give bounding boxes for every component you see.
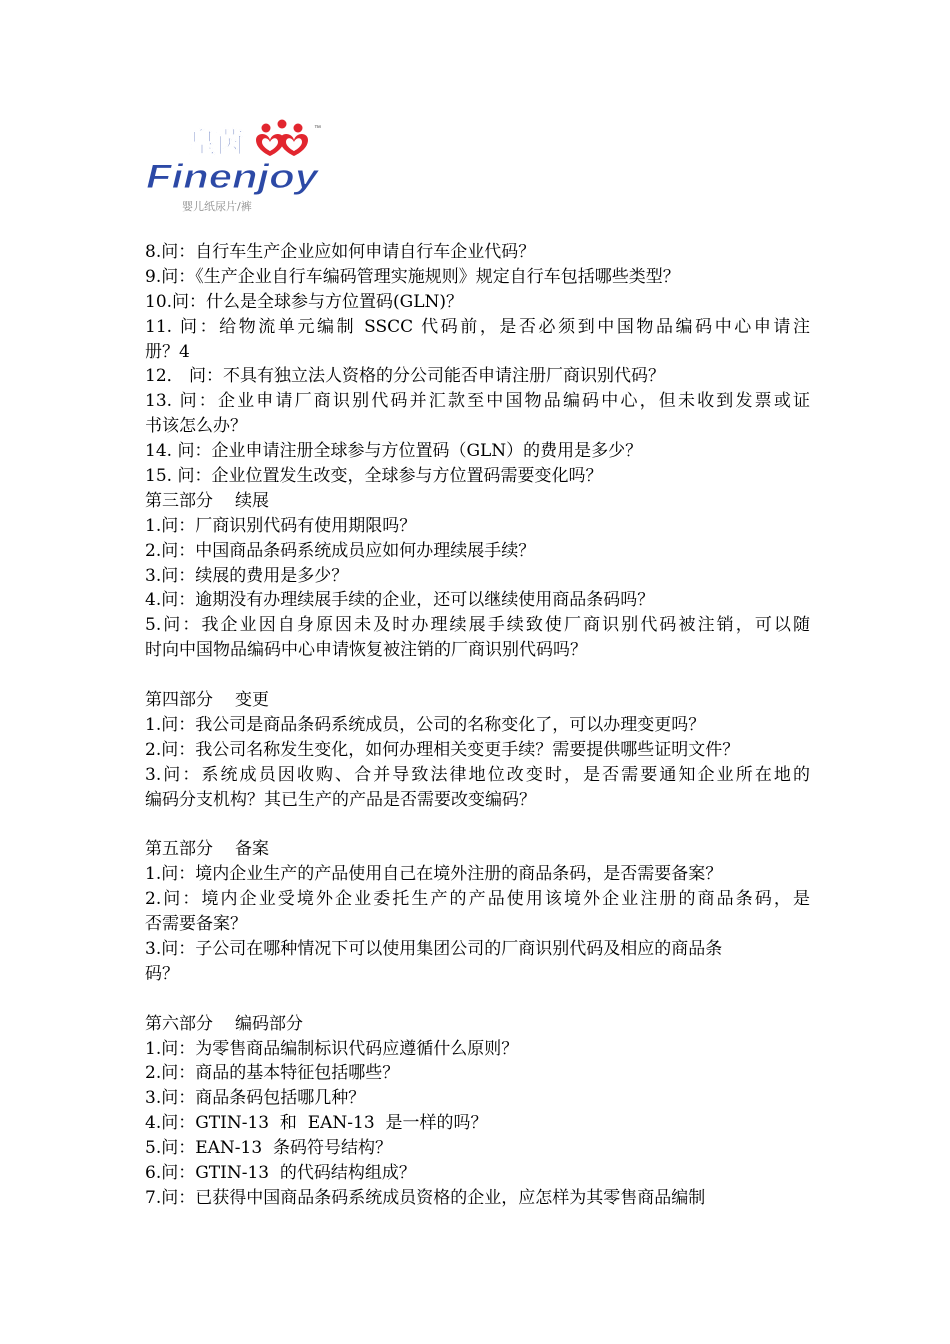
blank-line xyxy=(145,987,810,1012)
question-line: 1.问：我公司是商品条码系统成员，公司的名称变化了，可以办理变更吗？ xyxy=(145,714,706,735)
question-line: 7.问：已获得中国商品条码系统成员资格的企业，应怎样为其零售商品编制 xyxy=(145,1187,706,1208)
section-heading-coding xyxy=(145,1012,810,1037)
question-line: 3.问：续展的费用是多少？ xyxy=(145,565,349,586)
trademark-symbol: ™ xyxy=(314,125,321,132)
question-line: 12． 问：不具有独立法人资格的分公司能否申请注册厂商识别代码？ xyxy=(145,366,666,387)
section-part-label: 第六部分 xyxy=(145,1013,213,1034)
question-line: 11. 问：给物流单元编制 SSCC 代码前，是否必须到中国物品编码中心申请注 xyxy=(145,316,810,337)
finenjoy-logo-graphic xyxy=(144,118,330,214)
question-line: 13. 问：企业申请厂商识别代码并汇款至中国物品编码中心，但未收到发票或证 xyxy=(145,391,810,412)
question-line: 2.问：境内企业受境外企业委托生产的产品使用该境外企业注册的商品条码，是 xyxy=(145,889,810,910)
section-heading-renewal xyxy=(145,489,810,514)
crown-hearts-icon xyxy=(256,120,308,157)
question-line: 1.问：为零售商品编制标识代码应遵循什么原则？ xyxy=(145,1038,519,1059)
question-line: 2.问：我公司名称发生变化，如何办理相关变更手续？需要提供哪些证明文件？ xyxy=(145,739,740,760)
question-line: 8.问：自行车生产企业应如何申请自行车企业代码？ xyxy=(145,242,536,262)
question-line: 4.问：GTIN-13 和 EAN-13 是一样的吗？ xyxy=(145,1113,488,1134)
logo-brand-name: Finenjoy xyxy=(146,158,321,196)
question-line: 3.问：系统成员因收购、合并导致法律地位改变时，是否需要通知企业所在地的 xyxy=(145,764,810,785)
logo-chinese-name: 皇茵 xyxy=(188,126,245,159)
question-line: 2.问：商品的基本特征包括哪些？ xyxy=(145,1063,400,1084)
section-title-label: 编码部分 xyxy=(235,1013,303,1034)
question-line: 3.问：商品条码包括哪几种？ xyxy=(145,1088,366,1109)
question-line: 2.问：中国商品条码系统成员应如何办理续展手续？ xyxy=(145,540,536,561)
section-title-label: 变更 xyxy=(235,690,269,711)
section-heading-change xyxy=(145,688,810,713)
question-line: 3.问：子公司在哪种情况下可以使用集团公司的厂商识别代码及相应的商品条 xyxy=(145,938,723,959)
question-line: 书该怎么办？ xyxy=(145,416,247,437)
section-part-label: 第三部分 xyxy=(145,490,213,511)
question-line: 10.问：什么是全球参与方位置码(GLN)？ xyxy=(145,291,464,312)
question-line: 1.问：境内企业生产的产品使用自己在境外注册的商品条码，是否需要备案？ xyxy=(145,864,723,885)
question-line: 14. 问：企业申请注册全球参与方位置码（GLN）的费用是多少？ xyxy=(145,441,643,462)
question-line: 否需要备案？ xyxy=(145,914,247,935)
question-line: 4.问：逾期没有办理续展手续的企业，还可以继续使用商品条码吗？ xyxy=(145,590,655,611)
section-part-label: 第五部分 xyxy=(145,839,213,860)
question-line: 5.问：EAN-13 条码符号结构？ xyxy=(145,1138,392,1159)
question-line: 6.问：GTIN-13 的代码结构组成？ xyxy=(145,1162,416,1183)
question-line: 时向中国物品编码中心申请恢复被注销的厂商识别代码吗？ xyxy=(145,640,587,661)
question-line: 9.问：《生产企业自行车编码管理实施规则》规定自行车包括哪些类型？ xyxy=(145,266,680,287)
question-line: 15. 问：企业位置发生改变，全球参与方位置码需要变化吗？ xyxy=(145,466,603,487)
logo-tagline: 婴儿纸尿片/裤 xyxy=(182,200,252,213)
document-body xyxy=(145,240,810,1211)
question-line: 册？4 xyxy=(145,341,190,362)
question-line: 编码分支机构？其已生产的产品是否需要改变编码？ xyxy=(145,789,536,810)
section-part-label: 第四部分 xyxy=(145,690,213,711)
section-title-label: 备案 xyxy=(235,839,269,860)
question-line: 5.问：我企业因自身原因未及时办理续展手续致使厂商识别代码被注销，可以随 xyxy=(145,615,810,636)
blank-line xyxy=(145,663,810,688)
section-title-label: 续展 xyxy=(235,490,269,511)
section-heading-filing xyxy=(145,837,810,862)
blank-line xyxy=(145,812,810,837)
brand-logo xyxy=(144,118,330,214)
question-line: 1.问：厂商识别代码有使用期限吗？ xyxy=(145,515,417,536)
question-line: 码？ xyxy=(145,963,179,984)
